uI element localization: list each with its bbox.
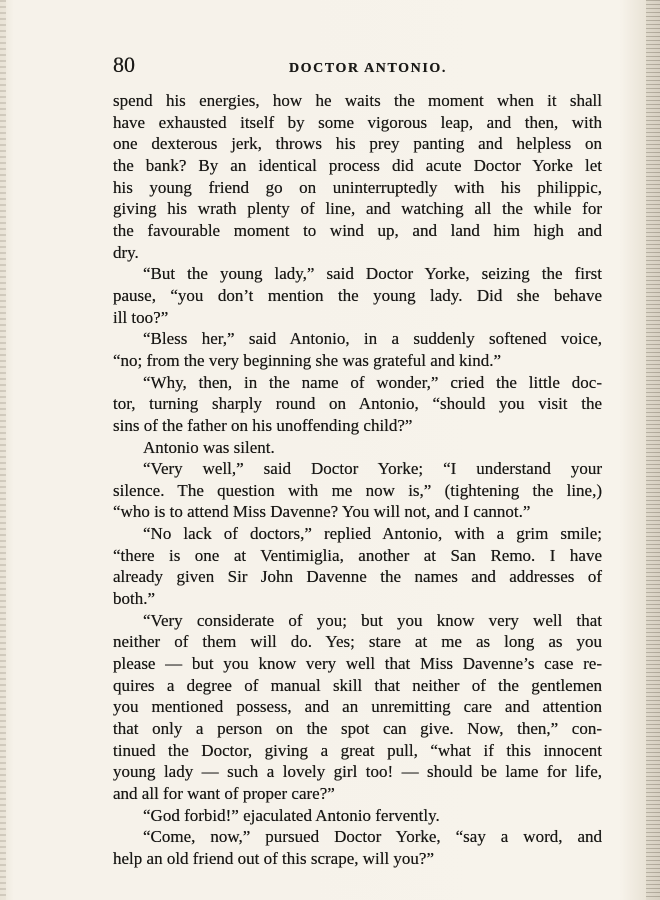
text-line: one dexterous jerk, throws his prey panting and helpless on xyxy=(113,134,602,154)
text-line: that only a person on the spot can give. Now, then,” con- xyxy=(113,719,602,739)
body-text xyxy=(113,90,602,870)
text-line: dry. xyxy=(113,242,139,262)
text-line: “Very well,” said Doctor Yorke; “I understand your xyxy=(143,459,602,479)
paragraph xyxy=(113,372,602,437)
text-line: quires a degree of manual skill that neither of the gentlemen xyxy=(113,675,602,695)
text-line: help an old friend out of this scrape, will you?” xyxy=(113,848,435,868)
text-line: “Come, now,” pursued Doctor Yorke, “say a word, and xyxy=(143,827,602,847)
text-line: both.” xyxy=(113,589,156,609)
page-number: 80 xyxy=(113,52,135,77)
text-line: the favourable moment to wind up, and land him high and xyxy=(113,220,602,240)
text-line: you mentioned possess, and an unremitting care and attention xyxy=(113,697,602,717)
paragraph xyxy=(113,826,602,869)
text-line: tinued the Doctor, giving a great pull, “what if this innocent xyxy=(113,740,602,760)
paragraph xyxy=(113,263,602,328)
paragraph xyxy=(113,610,602,805)
text-line: and all for want of proper care?” xyxy=(113,784,335,803)
text-line: neither of them will do. Yes; stare at me as long as you xyxy=(113,632,602,652)
text-line: giving his wrath plenty of line, and watching all the while for xyxy=(113,199,602,219)
text-line: “no; from the very beginning she was grateful and kind.” xyxy=(113,350,502,370)
text-line: “Very considerate of you; but you know very well that xyxy=(143,610,602,630)
text-line: his young friend go on uninterruptedly with his philippic, xyxy=(113,177,602,197)
paragraph xyxy=(113,458,602,523)
text-line: “No lack of doctors,” replied Antonio, with a grim smile; xyxy=(143,524,602,544)
text-line: spend his energies, how he waits the moment when it shall xyxy=(113,91,602,110)
text-line: silence. The question with me now is,” (tightening the line,) xyxy=(113,480,602,500)
page-right-edge xyxy=(646,0,660,900)
page-header xyxy=(113,52,602,82)
paragraph xyxy=(113,805,602,827)
text-line: tor, turning sharply round on Antonio, “should you visit the xyxy=(113,394,602,414)
paragraph xyxy=(113,437,602,459)
text-line: “God forbid!” ejaculated Antonio fervently. xyxy=(143,805,440,825)
text-line: “who is to attend Miss Davenne? You will not, and I cannot.” xyxy=(113,502,531,522)
text-line: young lady — such a lovely girl too! — should be lame for life, xyxy=(113,762,602,782)
text-line: “Why, then, in the name of wonder,” cried the little doc- xyxy=(143,372,602,392)
paragraph xyxy=(113,328,602,371)
text-line: sins of the father on his unoffending child?” xyxy=(113,415,413,435)
text-line: already given Sir John Davenne the names and addresses of xyxy=(113,567,602,587)
text-line: “Bless her,” said Antonio, in a suddenly softened voice, xyxy=(143,329,602,349)
text-line: “there is one at Ventimiglia, another at San Remo. I have xyxy=(113,545,602,565)
text-line: have exhausted itself by some vigorous leap, and then, with xyxy=(113,112,602,132)
text-line: ill too?” xyxy=(113,307,169,327)
text-line: pause, “you don’t mention the young lady. Did she behave xyxy=(113,285,602,305)
text-line: please — but you know very well that Miss Davenne’s case re- xyxy=(113,654,602,674)
paragraph xyxy=(113,90,602,263)
text-line: “But the young lady,” said Doctor Yorke, seizing the first xyxy=(143,264,602,284)
paragraph xyxy=(113,523,602,610)
text-line: Antonio was silent. xyxy=(143,437,275,457)
text-line: the bank? By an identical process did acute Doctor Yorke let xyxy=(113,155,602,175)
running-head: DOCTOR ANTONIO. xyxy=(288,61,448,76)
page-left-edge xyxy=(0,0,6,900)
